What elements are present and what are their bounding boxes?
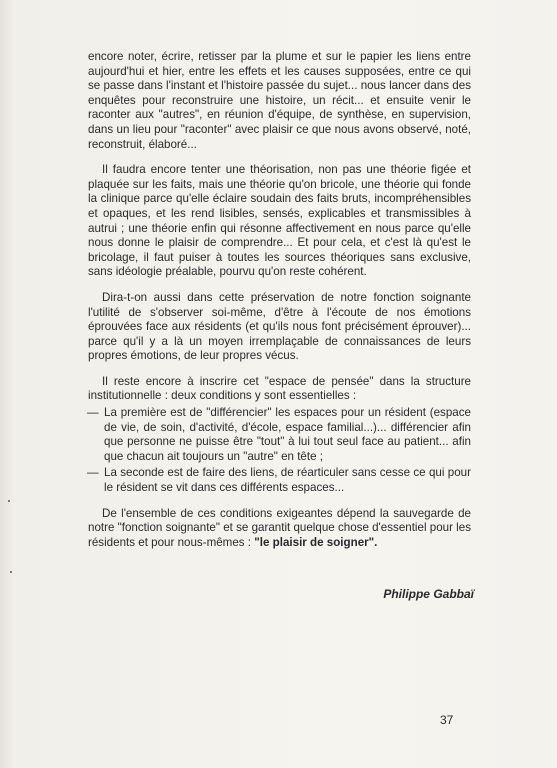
dash-marker: —: [87, 466, 99, 480]
paragraph: encore noter, écrire, retisser par la plume et sur le papier les liens entre aujourd'hui et hier, entre les effets et les causes supposées, entre ce qui se passe dans l'instant et l'histoire passée du sujet... nous lancer dans des enquêtes pour reconstruire une histoire, un récit... et ensuite venir le raconter aux "autres", en réunion d'équipe, de synthèse, en supervision, dans un lieu pour "raconter" avec plaisir ce que nous avons observé, noté, reconstruit, élaboré...: [88, 50, 471, 151]
conditions-list: [88, 406, 471, 496]
list-item-text: La seconde est de faire des liens, de réarticuler sans cesse ce qui pour le résident se vit dans ces différents espaces...: [104, 466, 471, 495]
document-body: [88, 50, 471, 561]
closing-text: De l'ensemble de ces conditions exigeantes dépend la sauvegarde de notre "fonction soignante" et se garantit quelque chose d'essentiel pour les résidents et pour nous-mêmes :: [88, 506, 471, 549]
dash-marker: —: [87, 406, 99, 420]
list-item: [88, 466, 471, 495]
closing-emphasis: "le plaisir de soigner".: [254, 535, 378, 549]
paragraph: Il faudra encore tenter une théorisation, non pas une théorie figée et plaquée sur les faits, mais une théorie qu'on bricole, une théorie qui fonde la clinique parce qu'elle éclaire soudain des faits bruts, incompréhensibles et opaques, et les rend lisibles, sensés, explicables et transmissibles à autrui ; une théorie enfin qui résonne affectivement en nous parce qu'elle nous donne le plaisir de comprendre... Et pour cela, et c'est là qu'est le bricolage, il faut puiser à toutes les sources théoriques sans exclusive, sans idéologie préalable, pourvu qu'on reste cohérent.: [88, 163, 471, 279]
scan-speck: [8, 500, 10, 502]
closing-paragraph: [88, 507, 471, 551]
paragraph: Dira-t-on aussi dans cette préservation de notre fonction soignante l'utilité de s'observer soi-même, d'être à l'écoute de nos émotions éprouvées face aux résidents (et qu'ils nous font précisément éprouver)... parce qu'il y a là un moyen irremplaçable de connaissances de leurs propres émotions, de leur propres vécus.: [88, 290, 471, 363]
page-number: 37: [440, 713, 454, 727]
paragraph: Il reste encore à inscrire cet "espace de pensée" dans la structure institutionnelle : deux conditions y sont essentielles :: [88, 374, 471, 403]
list-item-text: La première est de "différencier" les espaces pour un résident (espace de vie, de soin, d'activité, d'école, espace familial...)... différencier afin que personne ne puisse être "tout" à lui tout seul face au patient... afin que chacun ait toujours un "autre" en tête ;: [104, 406, 471, 463]
list-item: [88, 406, 471, 464]
scan-speck: [10, 571, 12, 573]
author-signature: Philippe Gabbaï: [383, 587, 474, 601]
